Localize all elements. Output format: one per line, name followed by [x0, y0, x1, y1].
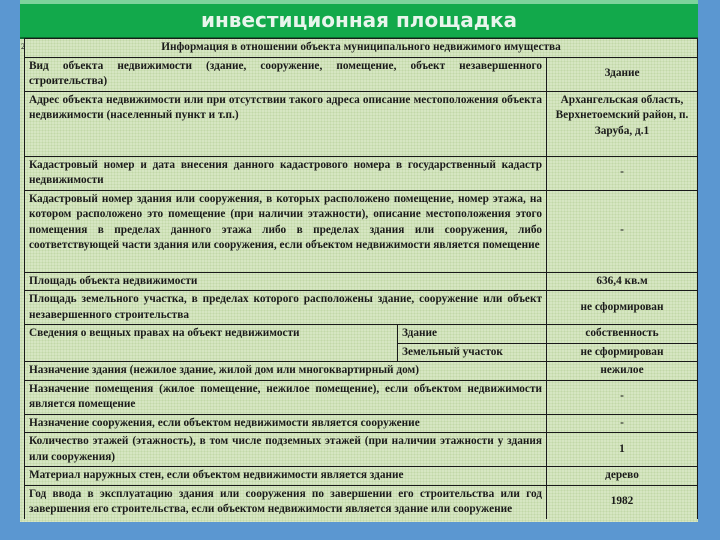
row-label: Год ввода в эксплуатацию здания или сооружения по завершении его строительства или год завершения его строительства, если объектом недвижимости является здание или сооружение — [25, 485, 547, 519]
row-value: не сформирован — [547, 291, 698, 325]
table-row — [25, 272, 698, 291]
table-row — [25, 433, 698, 467]
table-row — [25, 156, 698, 190]
row-label: Назначение здания (нежилое здание, жилой дом или многоквартирный дом) — [25, 362, 547, 381]
table-row — [25, 380, 698, 414]
row-label: Назначение помещения (жилое помещение, нежилое помещение), если объектом недвижимости является помещение — [25, 380, 547, 414]
table-row — [25, 325, 698, 344]
row-label: Количество этажей (этажность), в том числе подземных этажей (при наличии этажности у здания или сооружения) — [25, 433, 547, 467]
row-value: нежилое — [547, 362, 698, 381]
sub-label: Здание — [398, 325, 547, 344]
table-row — [25, 467, 698, 486]
table-row — [25, 91, 698, 156]
table-row — [25, 414, 698, 433]
row-label: Кадастровый номер и дата внесения данного кадастрового номера в государственный кадастр недвижимости — [25, 156, 547, 190]
row-index: 2 — [21, 42, 25, 51]
table-row — [25, 485, 698, 519]
table-header: Информация в отношении объекта муниципального недвижимого имущества — [25, 39, 698, 58]
table-header-row — [25, 39, 698, 58]
row-value: собственность — [547, 325, 698, 344]
row-value: Архангельская область, Верхнетоемский район, п. Заруба, д.1 — [547, 91, 698, 156]
table-row — [25, 291, 698, 325]
row-label: Материал наружных стен, если объектом недвижимости является здание — [25, 467, 547, 486]
row-value: 1982 — [547, 485, 698, 519]
row-value: - — [547, 380, 698, 414]
row-value: 1 — [547, 433, 698, 467]
sub-label: Земельный участок — [398, 343, 547, 362]
row-value: 636,4 кв.м — [547, 272, 698, 291]
table-row — [25, 190, 698, 272]
row-label: Площадь земельного участка, в пределах которого расположены здание, сооружение или объект незавершенного строительства — [25, 291, 547, 325]
row-value: - — [547, 190, 698, 272]
row-label: Площадь объекта недвижимости — [25, 272, 547, 291]
row-label: Назначение сооружения, если объектом недвижимости является сооружение — [25, 414, 547, 433]
row-value: - — [547, 156, 698, 190]
table-row — [25, 57, 698, 91]
row-value: не сформирован — [547, 343, 698, 362]
row-value: дерево — [547, 467, 698, 486]
row-label: Кадастровый номер здания или сооружения, в которых расположено помещение, номер этажа, на котором расположено это помещение (при наличии этажности), описание местоположения этого помещения в пределах данного этажа либо в пределах здания или сооружения, либо соответствующей части здания или сооружения, если объектом недвижимости является помещение — [25, 190, 547, 272]
row-label: Адрес объекта недвижимости или при отсутствии такого адреса описание местоположения объекта недвижимости (населенный пункт и т.п.) — [25, 91, 547, 156]
row-value: Здание — [547, 57, 698, 91]
property-info-table — [24, 38, 698, 519]
row-label: Вид объекта недвижимости (здание, сооружение, помещение, объект незавершенного строительства) — [25, 57, 547, 91]
table-row — [25, 362, 698, 381]
row-label: Сведения о вещных правах на объект недвижимости — [25, 325, 398, 362]
row-value: - — [547, 414, 698, 433]
page-title: инвестиционная площадка — [20, 4, 698, 39]
